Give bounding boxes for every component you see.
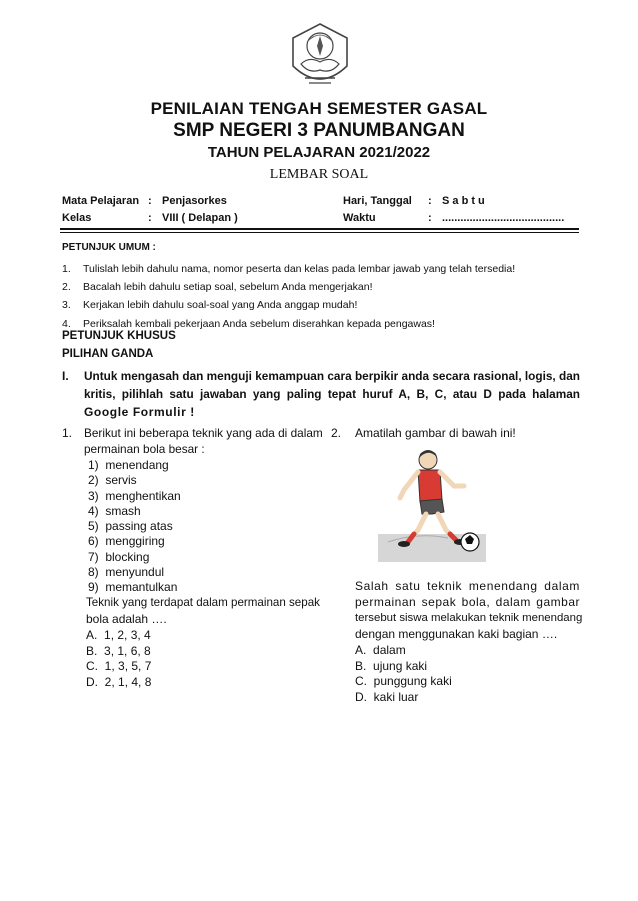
exam-title: PENILAIAN TENGAH SEMESTER GASAL bbox=[150, 99, 488, 118]
multiple-choice-title: PILIHAN GANDA bbox=[62, 348, 154, 360]
school-name: SMP NEGERI 3 PANUMBANGAN bbox=[173, 120, 465, 141]
day-value: S a b t u bbox=[442, 195, 485, 207]
general-item-4: Periksalah kembali pekerjaan Anda sebelum diserahkan kepada pengawas! bbox=[83, 318, 435, 330]
time-label: Waktu bbox=[343, 212, 376, 224]
list-item: 4) smash bbox=[88, 503, 141, 518]
list-item: 5) passing atas bbox=[88, 519, 173, 534]
question-1-options bbox=[86, 628, 151, 691]
general-item-3: Kerjakan lebih dahulu soal-soal yang Anda anggap mudah! bbox=[83, 299, 358, 311]
class-value: VIII ( Delapan ) bbox=[162, 212, 238, 224]
option-a[interactable]: A. dalam bbox=[355, 643, 406, 657]
instruction-line-3: Google Formulir ! bbox=[84, 405, 195, 419]
option-a[interactable]: A. 1, 2, 3, 4 bbox=[86, 628, 151, 642]
general-instructions-title: PETUNJUK UMUM : bbox=[62, 242, 156, 253]
question-2-ask-line-3: tersebut siswa melakukan teknik menendang bbox=[355, 612, 583, 624]
header-divider-thin bbox=[60, 232, 579, 233]
option-b[interactable]: B. ujung kaki bbox=[355, 658, 428, 673]
section-roman: I. bbox=[62, 369, 69, 383]
list-item: 8) menyundul bbox=[88, 565, 165, 580]
question-1-stem-line-1: Berikut ini beberapa teknik yang ada di dalam bbox=[84, 426, 323, 440]
general-item-num-1: 1. bbox=[62, 263, 71, 275]
option-c[interactable]: C. punggung kaki bbox=[355, 674, 452, 689]
general-item-num-2: 2. bbox=[62, 281, 71, 293]
day-colon: : bbox=[428, 195, 432, 207]
instruction-line-1: Untuk mengasah dan menguji kemampuan cara berpikir anda secara rasional, logis, dan bbox=[84, 369, 580, 383]
tut-wuri-handayani-logo bbox=[285, 22, 355, 94]
question-2-ask-line-4: dengan menggunakan kaki bagian …. bbox=[355, 627, 558, 641]
general-item-2: Bacalah lebih dahulu setiap soal, sebelum Anda mengerjakan! bbox=[83, 281, 373, 293]
question-number-2: 2. bbox=[331, 426, 342, 440]
list-item: 3) menghentikan bbox=[88, 488, 181, 503]
option-c[interactable]: C. 1, 3, 5, 7 bbox=[86, 659, 152, 674]
day-label: Hari, Tanggal bbox=[343, 195, 412, 207]
list-item: 9) memantulkan bbox=[88, 580, 178, 595]
question-number-1: 1. bbox=[62, 426, 73, 440]
instruction-line-2: kritis, pilihlah satu jawaban yang paling tepat huruf A, B, C, atau D pada halaman bbox=[84, 387, 580, 401]
sheet-title: LEMBAR SOAL bbox=[269, 167, 369, 182]
question-2-ask-line-1: Salah satu teknik menendang dalam bbox=[355, 579, 580, 593]
question-1-stem-line-2: permainan bola besar : bbox=[84, 442, 205, 456]
time-value: ........................................ bbox=[442, 212, 565, 224]
class-colon: : bbox=[148, 212, 152, 224]
general-item-num-3: 3. bbox=[62, 299, 71, 311]
soccer-player-illustration bbox=[378, 446, 486, 562]
question-2-ask-line-2: permainan sepak bola, dalam gambar bbox=[355, 595, 580, 609]
option-d[interactable]: D. 2, 1, 4, 8 bbox=[86, 675, 152, 690]
special-instructions-title: PETUNJUK KHUSUS bbox=[62, 330, 176, 342]
question-2-stem: Amatilah gambar di bawah ini! bbox=[355, 426, 516, 440]
option-b[interactable]: B. 3, 1, 6, 8 bbox=[86, 643, 151, 658]
question-1-technique-list bbox=[88, 458, 181, 596]
option-d[interactable]: D. kaki luar bbox=[355, 690, 419, 705]
academic-year: TAHUN PELAJARAN 2021/2022 bbox=[207, 144, 431, 161]
general-item-num-4: 4. bbox=[62, 318, 71, 330]
class-label: Kelas bbox=[62, 212, 92, 224]
subject-label: Mata Pelajaran bbox=[62, 195, 140, 207]
list-item: 2) servis bbox=[88, 473, 137, 488]
subject-colon: : bbox=[148, 195, 152, 207]
general-item-1: Tulislah lebih dahulu nama, nomor peserta dan kelas pada lembar jawab yang telah tersedia! bbox=[83, 263, 516, 275]
list-item: 1) menendang bbox=[88, 458, 169, 472]
list-item: 7) blocking bbox=[88, 549, 150, 564]
list-item: 6) menggiring bbox=[88, 534, 165, 549]
question-1-ask-line-2: bola adalah …. bbox=[86, 612, 167, 626]
subject-value: Penjasorkes bbox=[162, 195, 227, 207]
time-colon: : bbox=[428, 212, 432, 224]
question-2-options bbox=[355, 643, 452, 706]
question-1-ask-line-1: Teknik yang terdapat dalam permainan sepak bbox=[86, 596, 320, 609]
header-divider bbox=[60, 228, 579, 230]
